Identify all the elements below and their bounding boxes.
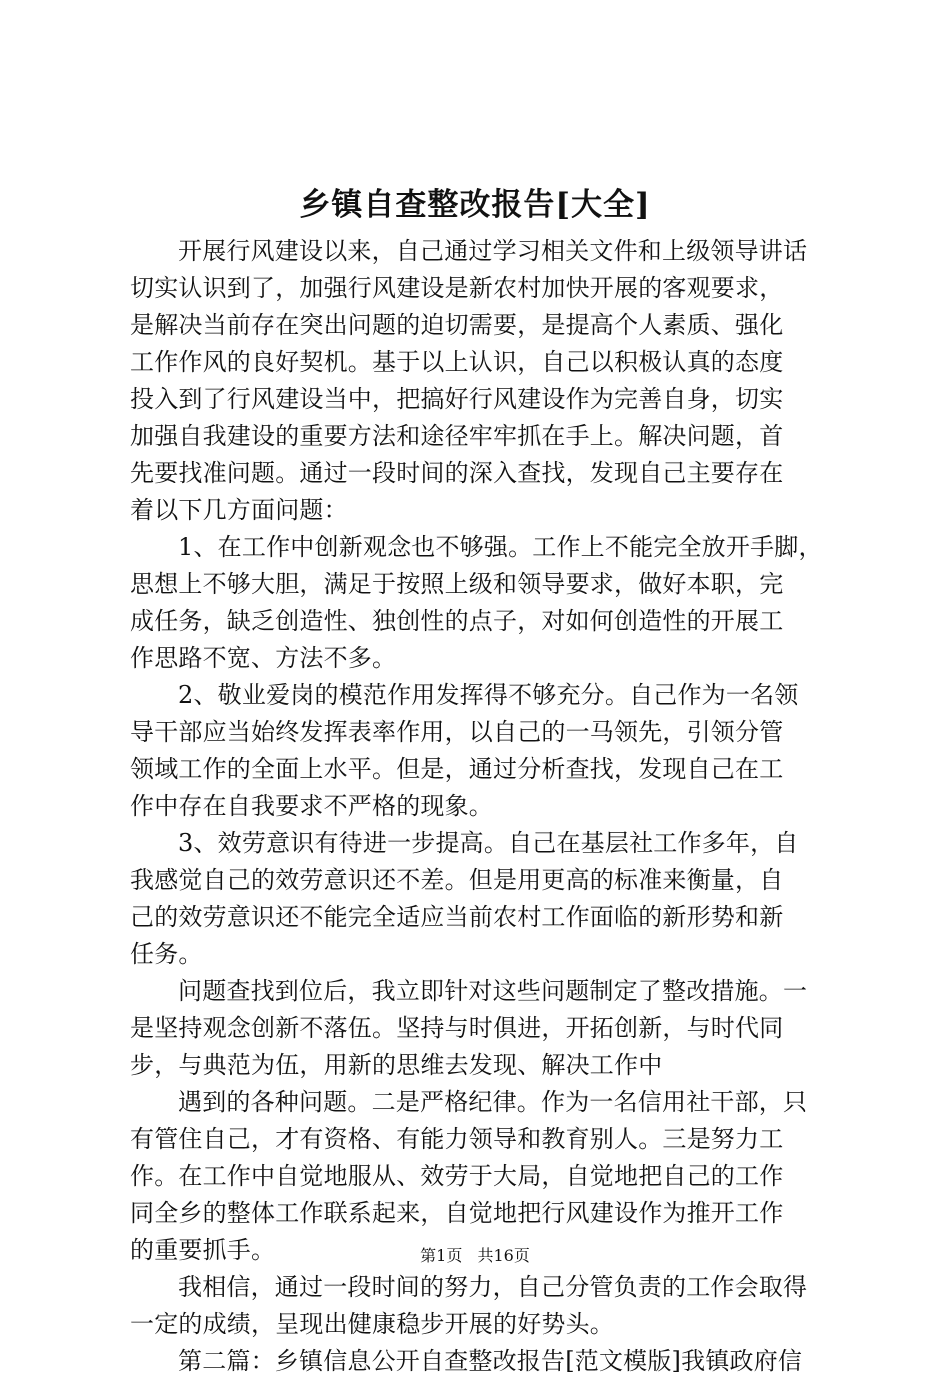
text-line: 步，与典范为伍，用新的思维去发现、解决工作中 <box>130 1051 663 1079</box>
text-line: 先要找准问题。通过一段时间的深入查找，发现自己主要存在 <box>130 459 784 487</box>
text-line: 加强自我建设的重要方法和途径牢牢抓在手上。解决问题，首 <box>130 422 784 450</box>
text-line: 3、效劳意识有待进一步提高。自己在基层社工作多年，自 <box>178 829 799 857</box>
page-total: 共16页 <box>477 1246 530 1265</box>
text-line: 第二篇：乡镇信息公开自查整改报告[范文模版]我镇政府信 <box>178 1347 803 1375</box>
text-line: 领域工作的全面上水平。但是，通过分析查找，发现自己在工 <box>130 755 784 783</box>
page-footer <box>0 1245 950 1267</box>
document-title: 乡镇自查整改报告[大全] <box>299 187 651 223</box>
text-line: 的重要抓手。 <box>130 1236 276 1264</box>
text-line: 任务。 <box>130 940 203 968</box>
text-line: 遇到的各种问题。二是严格纪律。作为一名信用社干部，只 <box>178 1088 808 1116</box>
document-body <box>130 233 835 1380</box>
text-line: 我相信，通过一段时间的努力，自己分管负责的工作会取得 <box>178 1273 808 1301</box>
text-line: 工作作风的良好契机。基于以上认识，自己以积极认真的态度 <box>130 348 784 376</box>
page-number: 第1页 <box>420 1246 463 1265</box>
text-line: 开展行风建设以来，自己通过学习相关文件和上级领导讲话 <box>178 237 808 265</box>
text-line: 思想上不够大胆，满足于按照上级和领导要求，做好本职，完 <box>130 570 784 598</box>
text-line: 我感觉自己的效劳意识还不差。但是用更高的标准来衡量，自 <box>130 866 784 894</box>
text-line: 同全乡的整体工作联系起来，自觉地把行风建设作为推开工作 <box>130 1199 784 1227</box>
text-line: 成任务，缺乏创造性、独创性的点子，对如何创造性的开展工 <box>130 607 784 635</box>
text-line: 问题查找到位后，我立即针对这些问题制定了整改措施。一 <box>178 977 808 1005</box>
text-line: 作中存在自我要求不严格的现象。 <box>130 792 493 820</box>
text-line: 1、在工作中创新观念也不够强。工作上不能完全放开手脚， <box>178 533 823 561</box>
text-line: 切实认识到了，加强行风建设是新农村加快开展的客观要求， <box>130 274 784 302</box>
text-line: 作思路不宽、方法不多。 <box>130 644 397 672</box>
text-line: 一定的成绩，呈现出健康稳步开展的好势头。 <box>130 1310 614 1338</box>
text-line: 作。在工作中自觉地服从、效劳于大局，自觉地把自己的工作 <box>130 1162 784 1190</box>
text-line: 2、敬业爱岗的模范作用发挥得不够充分。自己作为一名领 <box>178 681 799 709</box>
text-line: 投入到了行风建设当中，把搞好行风建设作为完善自身，切实 <box>130 385 784 413</box>
text-line: 己的效劳意识还不能完全适应当前农村工作面临的新形势和新 <box>130 903 784 931</box>
text-line: 有管住自己，才有资格、有能力领导和教育别人。三是努力工 <box>130 1125 784 1153</box>
text-line: 导干部应当始终发挥表率作用，以自己的一马领先，引领分管 <box>130 718 784 746</box>
text-line: 着以下几方面问题： <box>130 496 348 524</box>
text-line: 是解决当前存在突出问题的迫切需要，是提高个人素质、强化 <box>130 311 784 339</box>
text-line: 是坚持观念创新不落伍。坚持与时俱进，开拓创新，与时代同 <box>130 1014 784 1042</box>
